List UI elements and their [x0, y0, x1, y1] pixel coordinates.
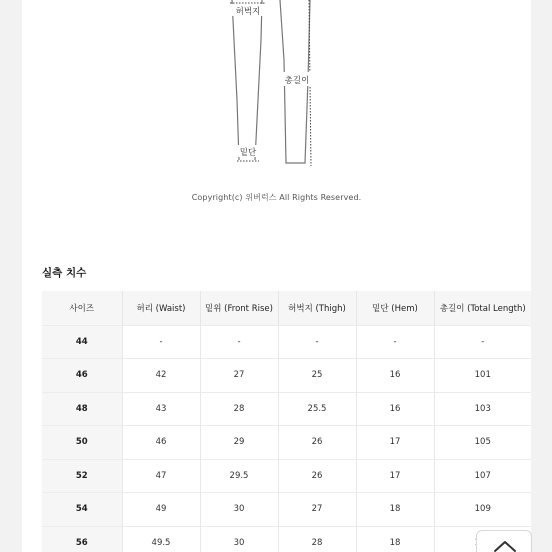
size-cell: 56 — [42, 526, 122, 552]
waist-cell: - — [122, 325, 200, 359]
page-gutter-left — [0, 0, 22, 552]
size-cell: 46 — [42, 359, 122, 393]
column-header-thigh: 허벅지 (Thigh) — [278, 291, 356, 325]
size-cell: 44 — [42, 325, 122, 359]
thigh-label: 허벅지 — [235, 7, 261, 17]
total-length-cell: - — [434, 325, 531, 359]
hem-cell: - — [356, 325, 434, 359]
table-row — [42, 392, 531, 426]
hem-cell: 17 — [356, 459, 434, 493]
front-rise-cell: 28 — [200, 392, 278, 426]
copyright-text: Copyright(c) 위버럭스 All Rights Reserved. — [191, 193, 362, 202]
size-cell: 52 — [42, 459, 122, 493]
table-row — [42, 459, 531, 493]
total-length-cell: 103 — [434, 392, 531, 426]
total-length-cell: 105 — [434, 426, 531, 460]
thigh-cell: 26 — [278, 426, 356, 460]
waist-cell: 47 — [122, 459, 200, 493]
thigh-cell: 25 — [278, 359, 356, 393]
thigh-cell: 26 — [278, 459, 356, 493]
pants-front-leg-outline — [232, 0, 239, 160]
front-rise-cell: 29 — [200, 426, 278, 460]
waist-cell: 49 — [122, 493, 200, 527]
size-chart-table — [42, 291, 531, 552]
front-rise-cell: - — [200, 325, 278, 359]
thigh-cell: 25.5 — [278, 392, 356, 426]
front-rise-cell: 30 — [200, 493, 278, 527]
size-cell: 54 — [42, 493, 122, 527]
front-rise-cell: 30 — [200, 526, 278, 552]
column-header-size: 사이즈 — [42, 291, 122, 325]
column-header-total-length: 총길이 (Total Length) — [434, 291, 531, 325]
waist-cell: 46 — [122, 426, 200, 460]
front-rise-cell: 29.5 — [200, 459, 278, 493]
chevron-up-icon — [493, 539, 517, 552]
column-header-front-rise: 밑위 (Front Rise) — [200, 291, 278, 325]
length-label: 총길이 — [284, 76, 310, 86]
hem-cell: 18 — [356, 493, 434, 527]
waist-cell: 42 — [122, 359, 200, 393]
waist-cell: 49.5 — [122, 526, 200, 552]
page-gutter-right — [531, 0, 552, 552]
table-header-row — [42, 291, 531, 325]
size-cell: 50 — [42, 426, 122, 460]
total-length-cell: 109 — [434, 493, 531, 527]
pants-front-leg-inner — [255, 0, 262, 160]
section-title: 실측 치수 — [42, 267, 87, 279]
table-row — [42, 325, 531, 359]
table-row — [42, 359, 531, 393]
thigh-cell: 28 — [278, 526, 356, 552]
thigh-cell: 27 — [278, 493, 356, 527]
hem-cell: 16 — [356, 392, 434, 426]
total-length-cell: 101 — [434, 359, 531, 393]
product-detail-content — [22, 0, 531, 552]
size-cell: 48 — [42, 392, 122, 426]
column-header-hem: 밑단 (Hem) — [356, 291, 434, 325]
thigh-cell: - — [278, 325, 356, 359]
waist-cell: 43 — [122, 392, 200, 426]
table-row — [42, 426, 531, 460]
table-row — [42, 493, 531, 527]
front-rise-cell: 27 — [200, 359, 278, 393]
column-header-waist: 허리 (Waist) — [122, 291, 200, 325]
total-length-cell: 107 — [434, 459, 531, 493]
hem-cell: 16 — [356, 359, 434, 393]
table-row — [42, 526, 531, 552]
hem-cell: 18 — [356, 526, 434, 552]
scroll-to-top-button[interactable] — [476, 530, 532, 552]
pants-measurement-diagram — [22, 0, 531, 180]
hem-cell: 17 — [356, 426, 434, 460]
hem-label: 밑단 — [239, 148, 257, 158]
